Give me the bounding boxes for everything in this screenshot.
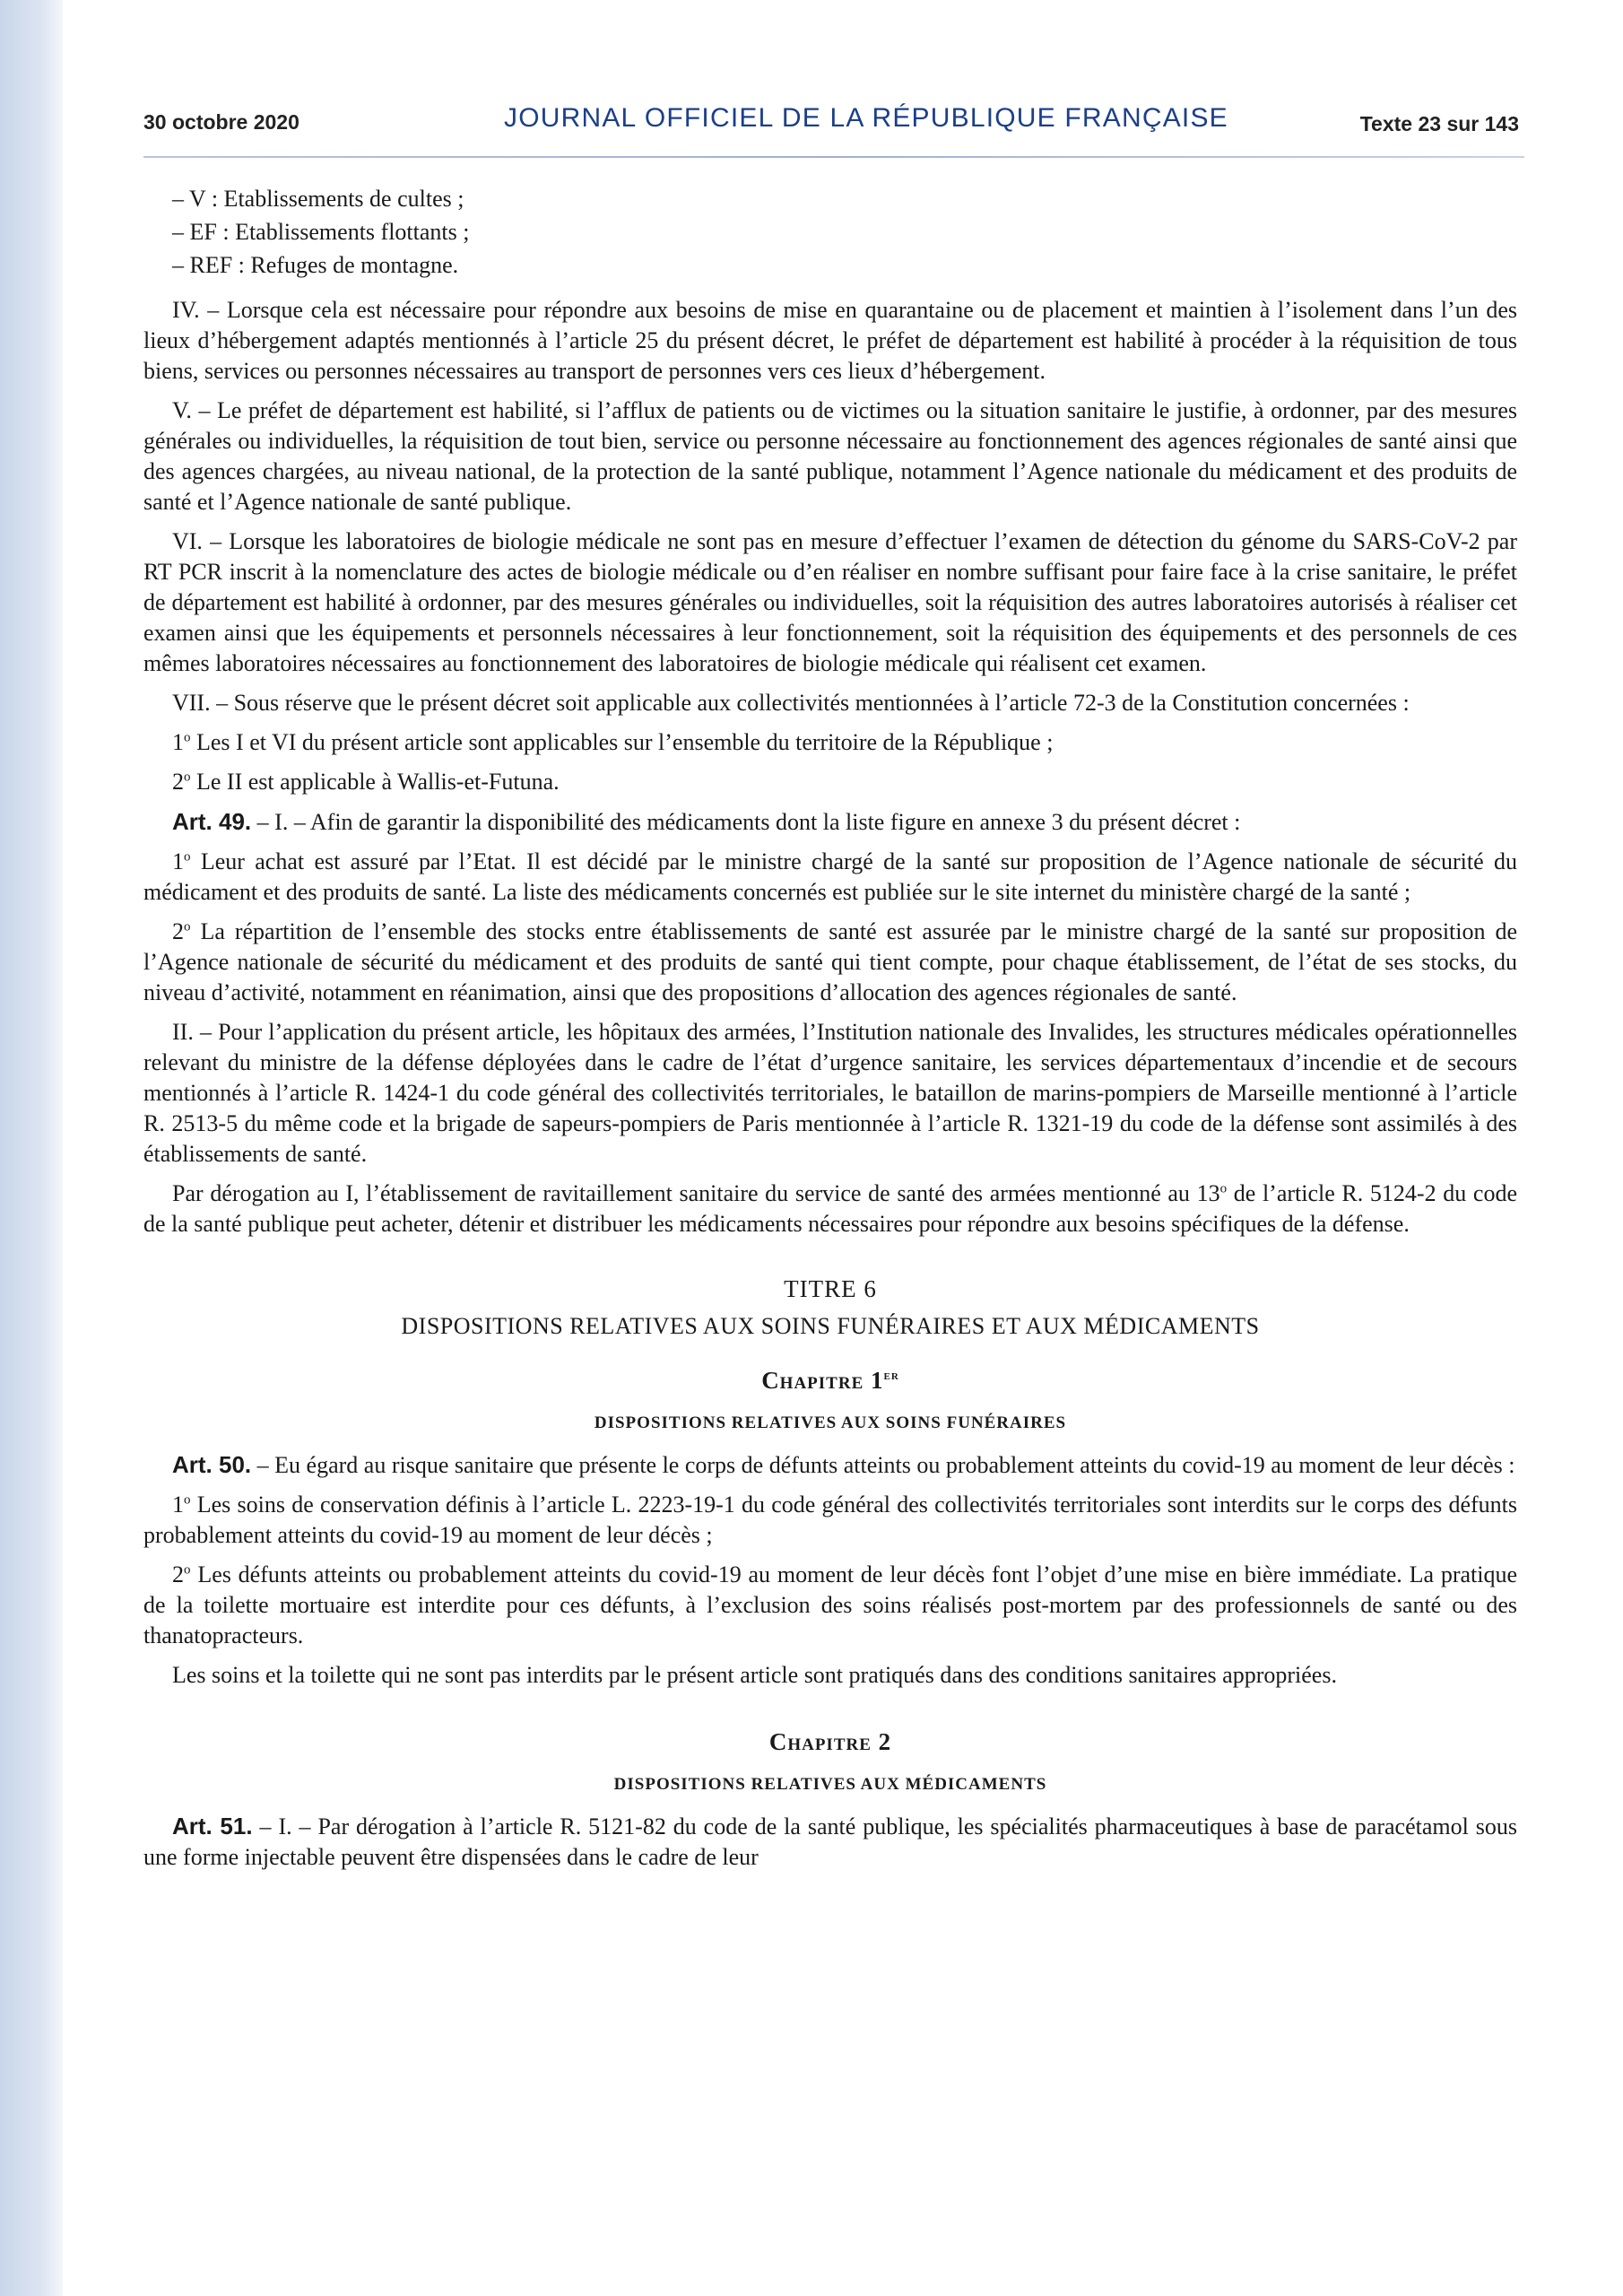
titre-subheading: DISPOSITIONS RELATIVES AUX SOINS FUNÉRAIRES ET AUX MÉDICAMENTS	[401, 1313, 1260, 1339]
article-50-item-1	[143, 1490, 1517, 1551]
titre-heading: TITRE 6	[784, 1275, 877, 1302]
ordinal-number: 2	[172, 1561, 184, 1587]
ordinal-mark: o	[184, 730, 191, 745]
header-divider	[143, 156, 1524, 158]
list-item: – V : Etablissements de cultes ;	[172, 186, 464, 212]
article-49-intro	[143, 806, 1517, 838]
paragraph-text: La répartition de l’ensemble des stocks entre établissements de santé est assurée par le ministre chargé de la santé sur proposition de l’Agence nationale de sécurité du médicament et des produits de santé qui tient compte, pour chaque établissement, de l’état de ses stocks, du niveau d’activité, notamment en réanimation, ainsi que des propositions d’allocation des agences régionales de santé.	[143, 918, 1518, 1005]
scan-edge-shadow	[0, 0, 63, 2296]
article-49-derogation	[143, 1178, 1517, 1239]
page-header	[143, 101, 1524, 143]
ordinal-mark: o	[184, 849, 191, 865]
paragraph-text: Les soins de conservation définis à l’article L. 2223-19-1 du code général des collectivités territoriales sont interdits sur le corps des défunts probablement atteints du covid-19 au moment de leur décès ;	[143, 1492, 1518, 1548]
paragraph-text: Par dérogation au I, l’établissement de ravitaillement sanitaire du service de santé des armées mentionné au 13	[172, 1180, 1220, 1206]
ordinal-mark: o	[184, 1562, 191, 1578]
ordinal-number: 2	[172, 769, 184, 795]
article-50-item-2	[143, 1560, 1517, 1651]
header-date: 30 octobre 2020	[143, 110, 299, 134]
paragraph-text: Le II est applicable à Wallis-et-Futuna.	[196, 769, 560, 795]
article-49-item-2	[143, 917, 1517, 1008]
paragraph-vi: VI. – Lorsque les laboratoires de biologie médicale ne sont pas en mesure d’effectuer l’examen de détection du génome du SARS-CoV-2 par RT PCR inscrit à la nomenclature des actes de biologie médicale ou d’en réaliser en nombre suffisant pour faire face à la crise sanitaire, le préfet de département est habilité à ordonner, par des mesures générales ou individuelles, soit la réquisition des autres laboratoires autorisés à réaliser cet examen ainsi que les équipements et personnels nécessaires à leur fonctionnement, soit la réquisition des équipements et des personnels de ces mêmes laboratoires nécessaires au fonctionnement des laboratoires de biologie médicale qui réalisent cet examen.	[143, 528, 1517, 676]
chapter-1-heading	[143, 1365, 1517, 1396]
ordinal-mark: o	[184, 1492, 191, 1508]
document-body	[143, 184, 1517, 1882]
paragraph-iv: IV. – Lorsque cela est nécessaire pour répondre aux besoins de mise en quarantaine ou de placement et maintien à l’isolement dans l’un des lieux d’hébergement adaptés mentionnés à l’article 25 du présent décret, le préfet de département est habilité à procéder à la réquisition de tous biens, services ou personnes nécessaires au transport de personnes vers ces lieux d’hébergement.	[143, 297, 1517, 384]
paragraph-text: Les I et VI du présent article sont applicables sur l’ensemble du territoire de la République ;	[196, 729, 1054, 755]
article-51-intro	[143, 1811, 1517, 1873]
chapter-2-subheading: DISPOSITIONS RELATIVES AUX MÉDICAMENTS	[613, 1775, 1047, 1794]
header-text-number: Texte 23 sur 143	[1359, 112, 1519, 135]
paragraph-text: Les défunts atteints ou probablement atteints du covid-19 au moment de leur décès font l’objet d’une mise en bière immédiate. La pratique de la toilette mortuaire est interdite pour ces défunts, à l’exclusion des soins réalisés post-mortem par des professionnels de santé ou des thanatopracteurs.	[143, 1561, 1518, 1648]
paragraph-text: – Eu égard au risque sanitaire que présente le corps de défunts atteints ou probablement atteints du covid-19 au moment de leur décès :	[251, 1452, 1515, 1478]
paragraph-vii: VII. – Sous réserve que le présent décret soit applicable aux collectivités mentionnées à l’article 72-3 de la Constitution concernées :	[172, 690, 1410, 716]
article-49-paragraph-ii: II. – Pour l’application du présent article, les hôpitaux des armées, l’Institution nationale des Invalides, les structures médicales opérationnelles relevant du ministre de la défense déployées dans le cadre de l’état d’urgence sanitaire, les services départementaux d’incendie et de secours mentionnés à l’article R. 1424-1 du code général des collectivités territoriales, le bataillon de marins-pompiers de Marseille mentionné à l’article R. 2513-5 du même code et la brigade de sapeurs-pompiers de Paris mentionnée à l’article R. 1321-19 du code de la défense sont assimilés à des établissements de santé.	[143, 1019, 1517, 1167]
paragraph-vii-item-2	[143, 767, 1517, 797]
article-49-item-1	[143, 847, 1517, 908]
ordinal-mark: o	[184, 770, 191, 785]
paragraph-text: Leur achat est assuré par l’Etat. Il est décidé par le ministre chargé de la santé sur proposition de l’Agence nationale de sécurité du médicament et des produits de santé. La liste des médicaments concernés est publiée sur le site internet du ministère chargé de la santé ;	[143, 848, 1517, 905]
article-50-intro	[143, 1449, 1517, 1481]
ordinal-number: 1	[172, 729, 184, 755]
article-label: Art. 51.	[172, 1813, 253, 1839]
chapter-2-heading: Chapitre 2	[768, 1728, 892, 1755]
chapter-title: Chapitre 1	[761, 1367, 884, 1394]
paragraph-text: – I. – Par dérogation à l’article R. 5121-82 du code de la santé publique, les spécialités pharmaceutiques à base de paracétamol sous une forme injectable peuvent être dispensées dans le cadre de leur	[143, 1813, 1517, 1870]
ordinal-mark: o	[184, 919, 191, 935]
paragraph-text: – I. – Afin de garantir la disponibilité des médicaments dont la liste figure en annexe 3 du présent décret :	[251, 809, 1241, 835]
article-label: Art. 50.	[172, 1451, 252, 1478]
paragraph-v: V. – Le préfet de département est habilité, si l’afflux de patients ou de victimes ou la situation sanitaire le justifie, à ordonner, par des mesures générales ou individuelles, la réquisition de tout bien, service ou personne nécessaire au fonctionnement des agences régionales de santé ainsi que des agences chargées, au niveau national, de la protection de la santé publique, notamment l’Agence nationale du médicament et des produits de santé et l’Agence nationale de santé publique.	[143, 397, 1517, 515]
list-item: – REF : Refuges de montagne.	[172, 252, 459, 278]
paragraph-text: de l’article R. 5124-2 du code de la santé publique peut acheter, détenir et distribuer les médicaments nécessaires pour répondre aux besoins spécifiques de la défense.	[143, 1180, 1517, 1237]
ordinal-number: 2	[172, 918, 184, 944]
journal-page	[90, 0, 1524, 2296]
article-label: Art. 49.	[172, 808, 252, 835]
chapter-1-subheading: DISPOSITIONS RELATIVES AUX SOINS FUNÉRAIRES	[594, 1413, 1067, 1432]
list-item: – EF : Etablissements flottants ;	[172, 219, 470, 245]
header-journal-title: JOURNAL OFFICIEL DE LA RÉPUBLIQUE FRANÇAISE	[504, 103, 1228, 133]
ordinal-mark: o	[1219, 1181, 1228, 1196]
ordinal-number: 1	[172, 848, 184, 874]
article-50-paragraph: Les soins et la toilette qui ne sont pas interdits par le présent article sont pratiqués dans des conditions sanitaires appropriées.	[172, 1662, 1337, 1688]
ordinal-number: 1	[172, 1492, 184, 1518]
chapter-ordinal: er	[883, 1369, 899, 1383]
paragraph-vii-item-1	[143, 727, 1517, 758]
